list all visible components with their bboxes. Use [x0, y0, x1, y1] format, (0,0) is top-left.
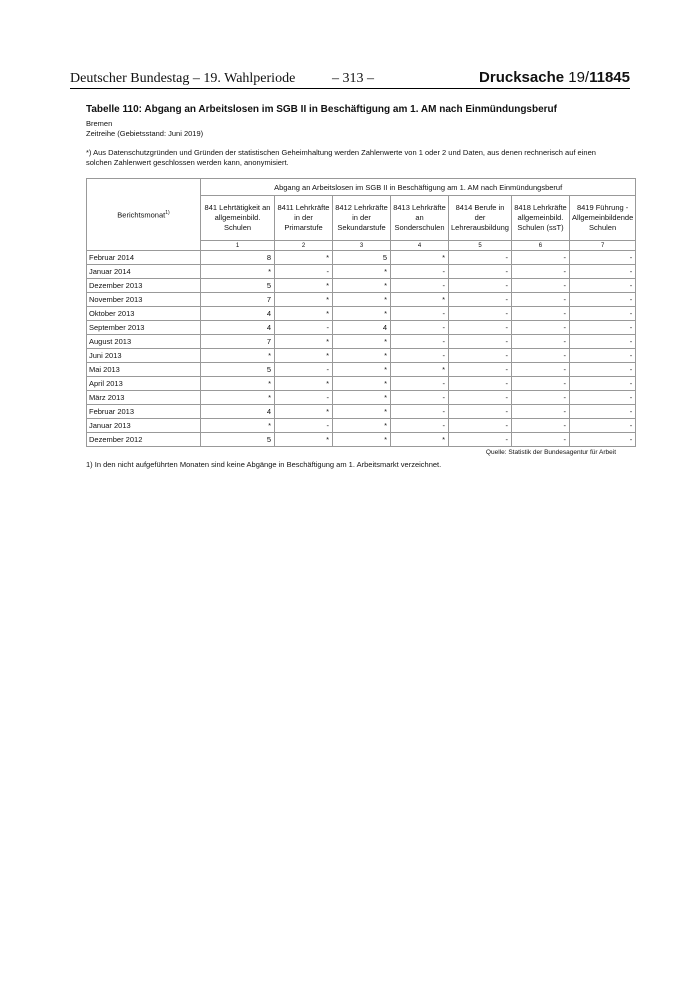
value-cell: *	[391, 433, 449, 447]
value-cell: *	[333, 433, 391, 447]
page-number: – 313 –	[332, 71, 374, 86]
month-cell: Februar 2014	[87, 251, 201, 265]
value-cell: -	[275, 363, 333, 377]
document-number	[479, 69, 630, 86]
value-cell: *	[333, 419, 391, 433]
value-cell: 5	[333, 251, 391, 265]
value-cell: *	[333, 391, 391, 405]
value-cell: -	[511, 265, 569, 279]
value-cell: -	[449, 433, 512, 447]
column-header: 8414 Berufe in der Lehrerausbildung	[449, 196, 512, 241]
value-cell: -	[569, 377, 635, 391]
column-header: 8411 Lehrkräfte in der Primarstufe	[275, 196, 333, 241]
value-cell: -	[275, 321, 333, 335]
value-cell: -	[511, 363, 569, 377]
table-row	[87, 391, 636, 405]
value-cell: -	[449, 321, 512, 335]
value-cell: -	[449, 335, 512, 349]
column-header: 8413 Lehrkräfte an Sonderschulen	[391, 196, 449, 241]
value-cell: *	[201, 391, 275, 405]
value-cell: *	[275, 335, 333, 349]
value-cell: 5	[201, 363, 275, 377]
value-cell: -	[391, 321, 449, 335]
value-cell: *	[201, 349, 275, 363]
table-row	[87, 293, 636, 307]
value-cell: *	[391, 363, 449, 377]
value-cell: *	[333, 349, 391, 363]
column-header: 8418 Lehrkräfte allgemeinbild. Schulen (ssT)	[511, 196, 569, 241]
table-row	[87, 405, 636, 419]
value-cell: -	[569, 265, 635, 279]
month-cell: Februar 2013	[87, 405, 201, 419]
table-row	[87, 433, 636, 447]
header-rule	[70, 88, 630, 89]
month-cell: Mai 2013	[87, 363, 201, 377]
value-cell: *	[275, 405, 333, 419]
row-header-cell	[87, 179, 201, 251]
value-cell: *	[275, 251, 333, 265]
value-cell: -	[569, 251, 635, 265]
value-cell: *	[333, 363, 391, 377]
value-cell: *	[275, 377, 333, 391]
value-cell: 5	[201, 433, 275, 447]
row-header-label: Berichtsmonat	[117, 210, 166, 220]
value-cell: -	[391, 335, 449, 349]
column-number: 1	[201, 241, 275, 251]
value-cell: *	[275, 433, 333, 447]
value-cell: -	[391, 307, 449, 321]
table-row	[87, 335, 636, 349]
value-cell: -	[449, 405, 512, 419]
header-publication: Deutscher Bundestag – 19. Wahlperiode	[70, 71, 296, 86]
month-cell: Oktober 2013	[87, 307, 201, 321]
value-cell: -	[275, 391, 333, 405]
value-cell: -	[391, 279, 449, 293]
value-cell: -	[511, 279, 569, 293]
column-header: 841 Lehrtätigkeit an allgemeinbild. Schulen	[201, 196, 275, 241]
month-cell: Januar 2014	[87, 265, 201, 279]
row-header-footnote-mark: 1)	[165, 209, 170, 216]
value-cell: -	[275, 419, 333, 433]
value-cell: -	[391, 405, 449, 419]
value-cell: -	[569, 405, 635, 419]
table-row	[87, 307, 636, 321]
value-cell: -	[449, 265, 512, 279]
value-cell: *	[275, 293, 333, 307]
column-header: 8419 Führung - Allgemeinbildende Schulen	[569, 196, 635, 241]
value-cell: -	[569, 349, 635, 363]
value-cell: *	[333, 335, 391, 349]
value-cell: *	[201, 419, 275, 433]
value-cell: 4	[333, 321, 391, 335]
value-cell: -	[449, 349, 512, 363]
month-cell: November 2013	[87, 293, 201, 307]
value-cell: -	[569, 391, 635, 405]
source-note: Quelle: Statistik der Bundesagentur für Arbeit	[485, 449, 616, 456]
month-cell: April 2013	[87, 377, 201, 391]
value-cell: *	[201, 377, 275, 391]
value-cell: -	[449, 391, 512, 405]
value-cell: *	[333, 377, 391, 391]
column-number: 6	[511, 241, 569, 251]
value-cell: -	[511, 349, 569, 363]
column-number: 5	[449, 241, 512, 251]
column-number: 7	[569, 241, 635, 251]
value-cell: -	[569, 293, 635, 307]
value-cell: -	[511, 335, 569, 349]
table-row	[87, 363, 636, 377]
value-cell: 4	[201, 321, 275, 335]
value-cell: *	[333, 293, 391, 307]
value-cell: 7	[201, 335, 275, 349]
value-cell: -	[511, 251, 569, 265]
value-cell: -	[391, 265, 449, 279]
value-cell: *	[391, 251, 449, 265]
value-cell: -	[569, 307, 635, 321]
column-number: 3	[333, 241, 391, 251]
table-row	[87, 349, 636, 363]
value-cell: *	[333, 307, 391, 321]
value-cell: *	[391, 293, 449, 307]
table-row	[87, 279, 636, 293]
data-table	[86, 178, 636, 447]
value-cell: -	[569, 279, 635, 293]
value-cell: -	[569, 363, 635, 377]
value-cell: -	[511, 377, 569, 391]
value-cell: *	[333, 265, 391, 279]
table-row	[87, 251, 636, 265]
month-cell: August 2013	[87, 335, 201, 349]
value-cell: *	[333, 405, 391, 419]
value-cell: -	[569, 335, 635, 349]
month-cell: März 2013	[87, 391, 201, 405]
value-cell: 4	[201, 307, 275, 321]
value-cell: -	[511, 321, 569, 335]
column-number: 4	[391, 241, 449, 251]
table-row	[87, 321, 636, 335]
value-cell: -	[449, 307, 512, 321]
value-cell: -	[569, 419, 635, 433]
value-cell: *	[275, 279, 333, 293]
value-cell: -	[569, 433, 635, 447]
document-number-prefix: 19/	[568, 69, 590, 86]
value-cell: -	[511, 419, 569, 433]
value-cell: *	[333, 279, 391, 293]
value-cell: 4	[201, 405, 275, 419]
value-cell: *	[275, 349, 333, 363]
privacy-note: *) Aus Datenschutzgründen und Gründen der statistischen Geheimhaltung werden Zahlenwerte von 1 oder 2 und Daten, aus denen rechnerisch auf einen solchen Zahlenwert geschlossen werden kann, anonymisiert.	[86, 148, 596, 167]
column-number: 2	[275, 241, 333, 251]
region-label: Bremen	[86, 119, 113, 128]
value-cell: 5	[201, 279, 275, 293]
group-header: Abgang an Arbeitslosen im SGB II in Beschäftigung am 1. AM nach Einmündungsberuf	[201, 179, 636, 196]
footnote: 1) In den nicht aufgeführten Monaten sind keine Abgänge in Beschäftigung am 1. Arbeitsmarkt verzeichnet.	[86, 460, 442, 469]
value-cell: -	[511, 433, 569, 447]
table-row	[87, 377, 636, 391]
value-cell: -	[449, 363, 512, 377]
value-cell: 7	[201, 293, 275, 307]
table-row	[87, 419, 636, 433]
value-cell: -	[449, 251, 512, 265]
value-cell: 8	[201, 251, 275, 265]
value-cell: -	[511, 405, 569, 419]
value-cell: -	[391, 349, 449, 363]
value-cell: -	[391, 419, 449, 433]
value-cell: -	[511, 391, 569, 405]
value-cell: *	[275, 307, 333, 321]
table-title: Tabelle 110: Abgang an Arbeitslosen im SGB II in Beschäftigung am 1. AM nach Einmündungsberuf	[86, 104, 557, 115]
value-cell: -	[511, 293, 569, 307]
value-cell: -	[391, 377, 449, 391]
month-cell: Juni 2013	[87, 349, 201, 363]
document-number-value: 11845	[589, 69, 630, 86]
month-cell: September 2013	[87, 321, 201, 335]
month-cell: Dezember 2012	[87, 433, 201, 447]
value-cell: -	[449, 279, 512, 293]
month-cell: Dezember 2013	[87, 279, 201, 293]
month-cell: Januar 2013	[87, 419, 201, 433]
value-cell: -	[449, 377, 512, 391]
value-cell: -	[569, 321, 635, 335]
value-cell: -	[391, 391, 449, 405]
value-cell: -	[275, 265, 333, 279]
document-label: Drucksache	[479, 69, 569, 86]
value-cell: *	[201, 265, 275, 279]
column-header: 8412 Lehrkräfte in der Sekundarstufe	[333, 196, 391, 241]
table-row	[87, 265, 636, 279]
value-cell: -	[449, 293, 512, 307]
value-cell: -	[449, 419, 512, 433]
page-header	[70, 69, 630, 89]
value-cell: -	[511, 307, 569, 321]
timeline-label: Zeitreihe (Gebietsstand: Juni 2019)	[86, 129, 204, 138]
